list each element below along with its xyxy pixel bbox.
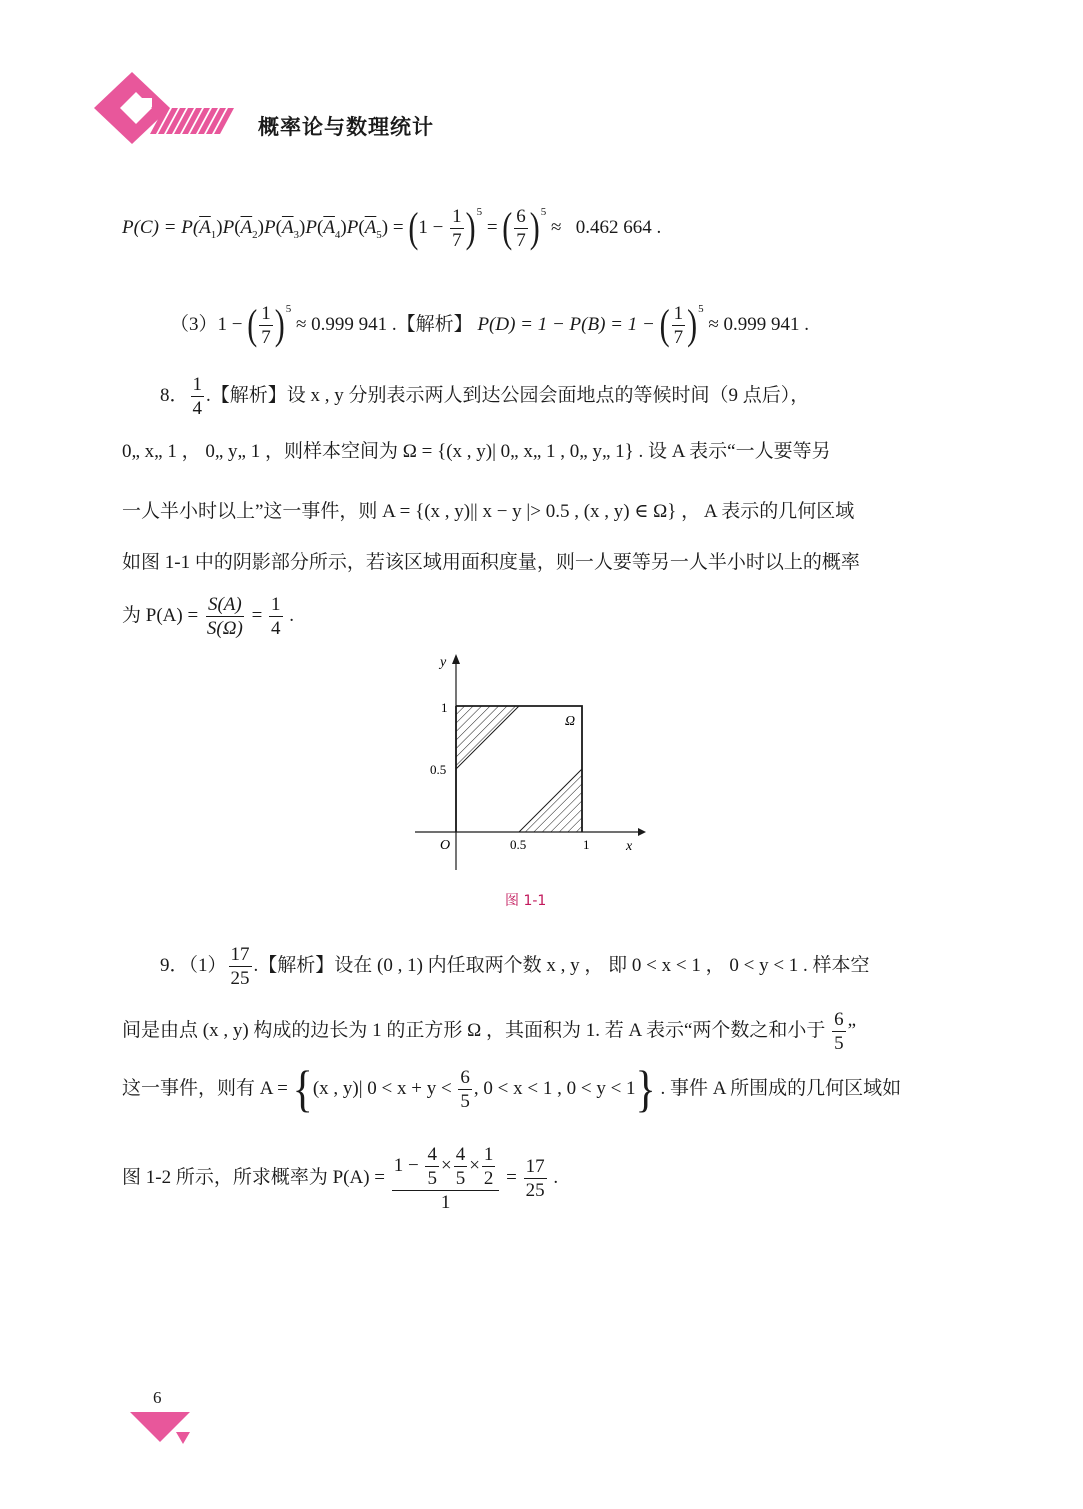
part3-formula: （3）1 − ( $\frac{1}{7}$ )$^5$ ≈ 0.999 941 .【解析】 P(D) = 1 − P(B) = 1 − ( $\frac{1}{7}$ )$^5$ ≈ 0.999 941 . [170,301,810,349]
q8-line5: 为 P(A) = $\frac{S(A)}{S(\Omega)}$ = $\frac{1}{4}$ . [122,594,295,639]
shaded-region-lower [519,769,582,832]
y-label: y [440,655,447,670]
y-tick-05: 0.5 [430,762,447,777]
omega-label: Ω [565,714,576,729]
footer-triangle-icon [128,1410,198,1446]
x-tick-05: 0.5 [510,837,527,852]
figure-caption: 图 1-1 [505,893,547,909]
header-title: 概率论与数理统计 [258,115,434,139]
pc-formula: $P(C) = P(\overline{A}_1)P(\overline{A}_2)P(\overline{A}_3)P(\overline{A}_4)P(\overline{A}_5) = (1$ − $\frac{1}{7}$ )$^5$ = ( $\frac{6}{7}$ )$^5$ ≈ 0.462 664 . [122,204,662,252]
q8-line3: 一人半小时以上”这一事件，则 A = {(x , y)|| x − y |> 0.5 , (x , y) ∈ Ω} ， A 表示的几何区域 [122,501,855,522]
origin-label: O [440,838,451,853]
q9-line4: 图 1-2 所示，所求概率为 P(A) = 1 − $\frac{4}{5}$ × $\frac{4}{5}$ × $\frac{1}{2}$ 1 = $\frac{17}{25}$ . [122,1144,559,1213]
y-tick-1: 1 [441,700,448,715]
x-tick-1: 1 [583,837,590,852]
q9-line3: 这一事件，则有 A = {(x , y)| 0 < x + y < $\frac{6}{5}$ , 0 < x < 1 , 0 < y < 1} . 事件 A 所围成的几何区域如 [122,1061,902,1118]
shaded-region-upper [456,706,519,769]
q8-line1: 8． $\frac{1}{4}$ .【解析】设 x , y 分别表示两人到达公园会面地点的等候时间（9 点后）， [160,374,810,419]
figure-1-1 [410,650,650,875]
header-logo [92,70,242,150]
x-label: x [626,839,633,854]
q9-line1: 9．（1） $\frac{17}{25}$ .【解析】设在 (0 , 1) 内任取两个数 x , y ， 即 0 < x < 1 ， 0 < y < 1 . 样本空 [160,944,870,989]
page-number: 6 [153,1388,162,1407]
q8-line2: 0„ x„ 1 ， 0„ y„ 1 ，则样本空间为 Ω = {(x , y)| 0„ x„ 1 , 0„ y„ 1} . 设 A 表示“一人要等另 [122,441,831,462]
q9-line2: 间是由点 (x , y) 构成的边长为 1 的正方形 Ω ，其面积为 1. 若 A 表示“两个数之和小于 $\frac{6}{5}$ ” [122,1009,857,1054]
q8-line4: 如图 1-1 中的阴影部分所示，若该区域用面积度量，则一人要等另一人半小时以上的概率 [122,552,860,573]
